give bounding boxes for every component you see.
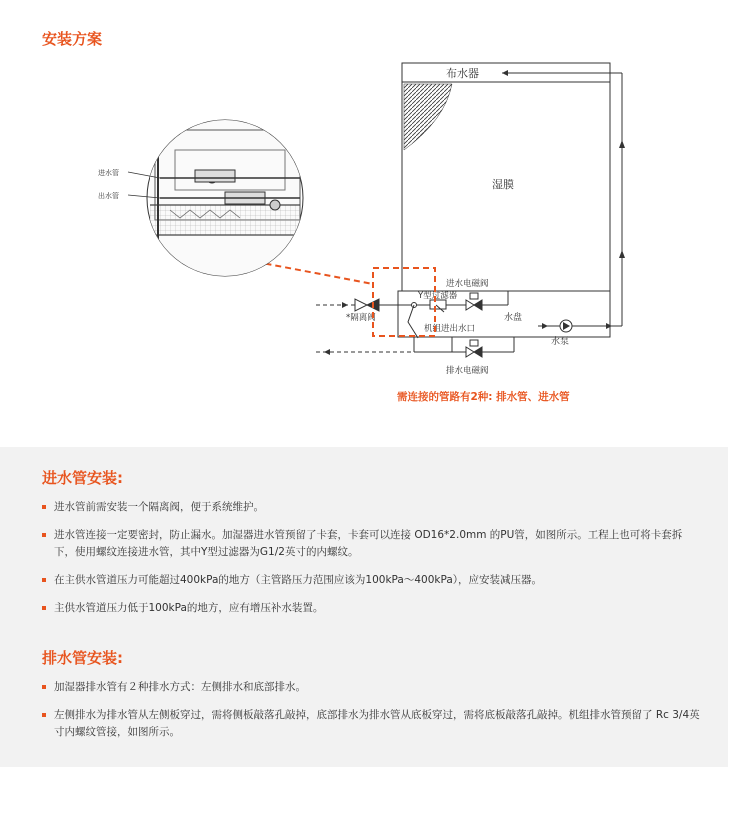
- distributor-label: 布水器: [446, 67, 479, 80]
- list-item: 主供水管道压力低于100kPa的地方，应有增压补水装置。: [42, 600, 702, 617]
- isolation-valve-label: *隔离阀: [346, 313, 376, 323]
- drain-solenoid-icon: [466, 347, 474, 357]
- instructions-panel: [0, 447, 736, 767]
- inlet-pipe-label: 进水管: [98, 169, 119, 177]
- list-item: 进水管前需安装一个隔离阀，便于系统维护。: [42, 499, 702, 516]
- pump-label: 水泵: [551, 337, 570, 347]
- list-item: 在主供水管道压力可能超过400kPa的地方（主管路压力范围应该为100kPa～400kPa），应安装减压器。: [42, 572, 702, 589]
- inlet-list: [42, 499, 702, 617]
- water-tray-label: 水盘: [504, 313, 523, 323]
- page-edge: [728, 0, 736, 829]
- zoom-inset: [98, 120, 303, 280]
- list-item: 左侧排水为排水管从左侧板穿过，需将侧板敲落孔敲掉，底部排水为排水管从底板穿过，需将底板敲落孔敲掉。机组排水管预留了 Rc 3/4英寸内螺纹管接，如图所示。: [42, 707, 702, 741]
- y-filter-icon: [430, 300, 446, 309]
- list-item: 进水管连接一定要密封，防止漏水。加湿器进水管预留了卡套，卡套可以连接 OD16*2.0mm 的PU管，如图所示。工程上也可将卡套拆下，使用螺纹连接进水管，其中Y型过滤器为G1/2英寸的内螺纹。: [42, 527, 702, 561]
- list-item: 加湿器排水管有２种排水方式：左侧排水和底部排水。: [42, 679, 702, 696]
- drain-section-title: 排水管安装:: [42, 649, 123, 667]
- section-title: 安装方案: [42, 30, 103, 48]
- isolation-valve-icon: [355, 299, 367, 311]
- outlet-pipe-label: 出水管: [98, 192, 119, 200]
- diagram-caption: 需连接的管路有2种: 排水管、进水管: [397, 391, 570, 403]
- drain-list: [42, 679, 702, 741]
- inlet-section-title: 进水管安装:: [42, 469, 123, 487]
- drain-solenoid-label: 排水电磁阀: [446, 366, 489, 376]
- membrane-label: 湿膜: [492, 178, 514, 191]
- unit-io-label: 机组进出水口: [424, 324, 476, 334]
- inlet-solenoid-label: 进水电磁阀: [446, 279, 489, 289]
- y-filter-label: Y型过滤器: [418, 291, 458, 301]
